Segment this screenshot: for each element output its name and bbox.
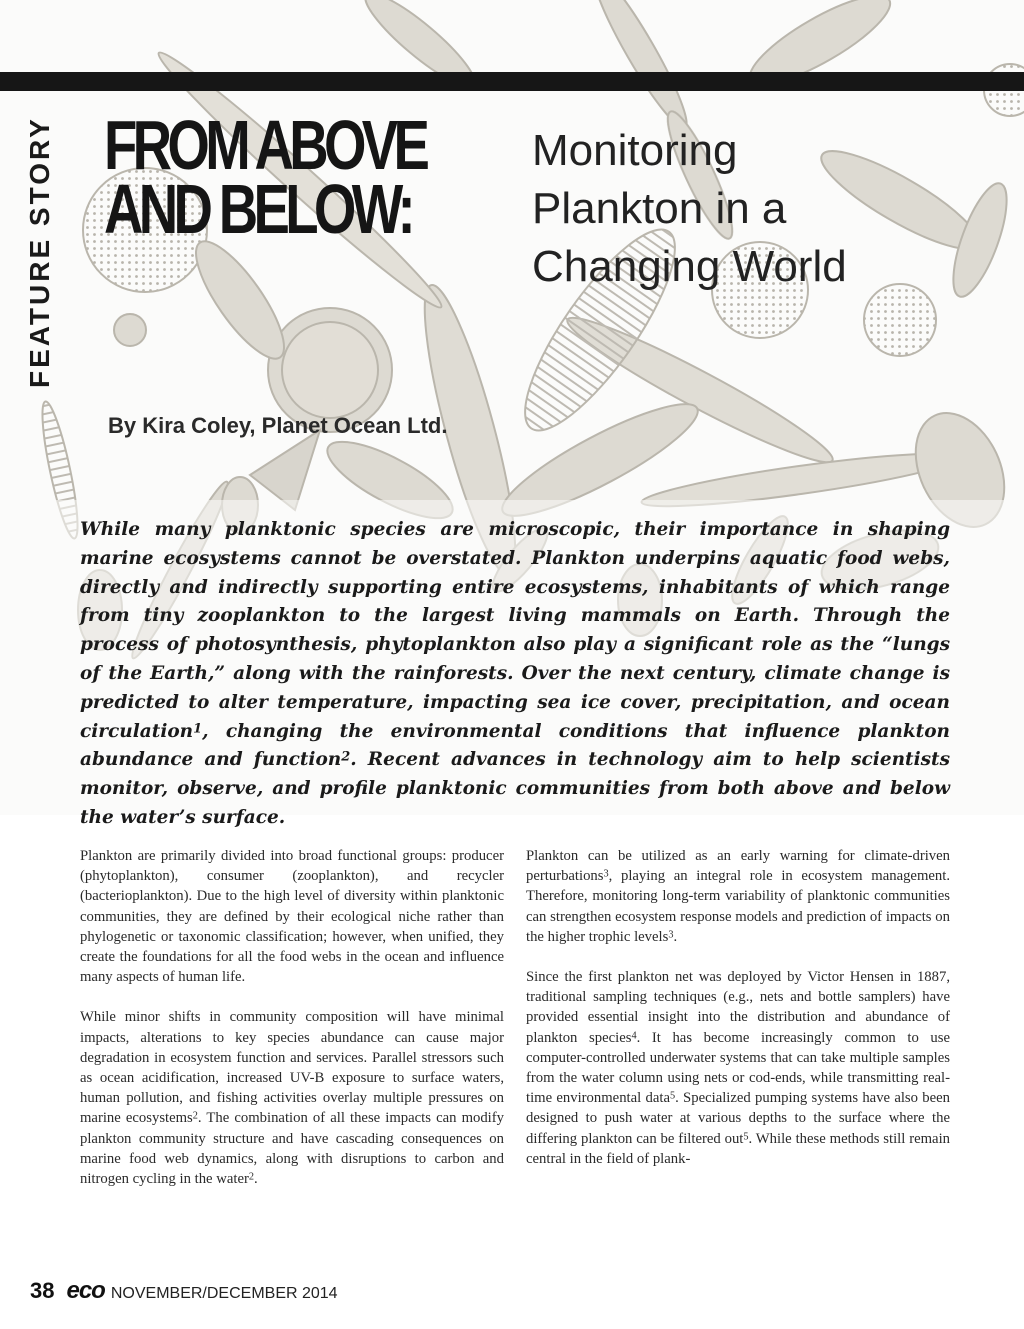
body-text: . It has become increasingly common to use computer-controlled underwater systems that can take multiple samples from the water column using nets or cod-ends, while transmitting real-time environmental data xyxy=(526,1029,950,1107)
section-label: FEATURE STORY xyxy=(24,116,55,388)
magazine-logo: eco xyxy=(66,1277,105,1304)
headline-line-2: AND BELOW: xyxy=(104,170,412,248)
body-column-right xyxy=(526,846,950,1189)
body-paragraph xyxy=(526,967,950,1169)
footnote-ref: 3 xyxy=(603,868,609,880)
footnote-ref: 2 xyxy=(192,1110,198,1122)
body-column-left xyxy=(80,846,504,1209)
page-number: 38 xyxy=(30,1278,55,1303)
footnote-ref: 4 xyxy=(631,1030,637,1042)
subtitle xyxy=(532,122,847,296)
body-text: . The combination of all these impacts can modify plankton community structure and have cascading consequences on marine food web dynamics, along with disruptions to carbon and nitrogen cycling in the water xyxy=(80,1110,504,1188)
page-footer xyxy=(30,1277,338,1307)
subtitle-line-3: Changing World xyxy=(532,242,847,291)
body-paragraph xyxy=(80,1007,504,1189)
intro-paragraph xyxy=(80,516,950,833)
subtitle-line-2: Plankton in a xyxy=(532,184,787,233)
footnote-ref: 1 xyxy=(193,721,203,737)
body-text: , playing an integral role in ecosystem management. Therefore, monitoring long-term variability of planktonic communities can strengthen ecosystem response models and prediction of impacts on the higher trophic levels xyxy=(526,868,950,945)
body-paragraph: Plankton are primarily divided into broad functional groups: producer (phytoplankton), consumer (zooplankton), and recycler (bacterioplankton). Due to the high level of diversity within planktonic communities, they are defined by their ecological niche rather than phylogenetic or taxonomic classification; however, when unified, they create the foundations for all the food webs in the ocean and influence many aspects of human life. xyxy=(80,848,504,986)
body-text: Since the first plankton net was deployed by Victor Hensen in 1887, traditional sampling techniques (e.g., nets and bottle samplers) have provided essential insight into the distribution and abundance of plankton species xyxy=(526,969,950,1046)
body-paragraph xyxy=(526,846,950,947)
intro-text: . Recent advances in technology aim to help scientists monitor, observe, and profile planktonic communities from both above and below the water’s surface. xyxy=(80,749,950,828)
byline: By Kira Coley, Planet Ocean Ltd. xyxy=(108,413,448,438)
footnote-ref: 3 xyxy=(668,929,674,941)
body-text: Plankton can be utilized as an early warning for climate-driven perturbations xyxy=(526,848,950,885)
footnote-ref: 5 xyxy=(743,1131,749,1143)
footnote-ref: 2 xyxy=(248,1171,254,1183)
top-rule xyxy=(0,72,1024,91)
issue-date: NOVEMBER/DECEMBER 2014 xyxy=(110,1285,338,1302)
headline-line-1: FROM ABOVE xyxy=(104,106,426,184)
intro-text: While many planktonic species are microscopic, their importance in shaping marine ecosystems cannot be overstated. Plankton underpins aquatic food webs, directly and indirectly supporting entire ecosystems, inhabitants of which range from tiny zooplankton to the largest living mammals on Earth. Through the process of photosynthesis, phytoplankton also play a significant role as the “lungs of the Earth,” along with the rainforests. Over the next century, climate change is predicted to alter temperature, impacting sea ice cover, precipitation, and ocean circulation xyxy=(80,519,950,742)
subtitle-line-1: Monitoring xyxy=(532,126,738,175)
headline xyxy=(104,106,426,248)
body-text: . xyxy=(673,928,678,945)
body-text: . Specialized pumping systems have also been designed to push water at various depths to the surface where the differing plankton can be filtered out xyxy=(526,1090,950,1147)
footnote-ref: 2 xyxy=(341,749,351,765)
intro-text: , changing the environmental conditions that influence plankton abundance and function xyxy=(80,720,950,771)
body-text: While minor shifts in community composition will have minimal impacts, alterations to key species abundance can cause major degradation in ecosystem function and services. Parallel stressors such as ocean acidification, increased UV-B exposure to surface waters, human pollution, and fishing activities overlay multiple pressures on marine ecosystems xyxy=(80,1009,504,1127)
footnote-ref: 5 xyxy=(669,1090,676,1102)
body-text: . While these methods still remain central in the field of plank- xyxy=(526,1130,951,1167)
body-text: . xyxy=(254,1171,258,1188)
